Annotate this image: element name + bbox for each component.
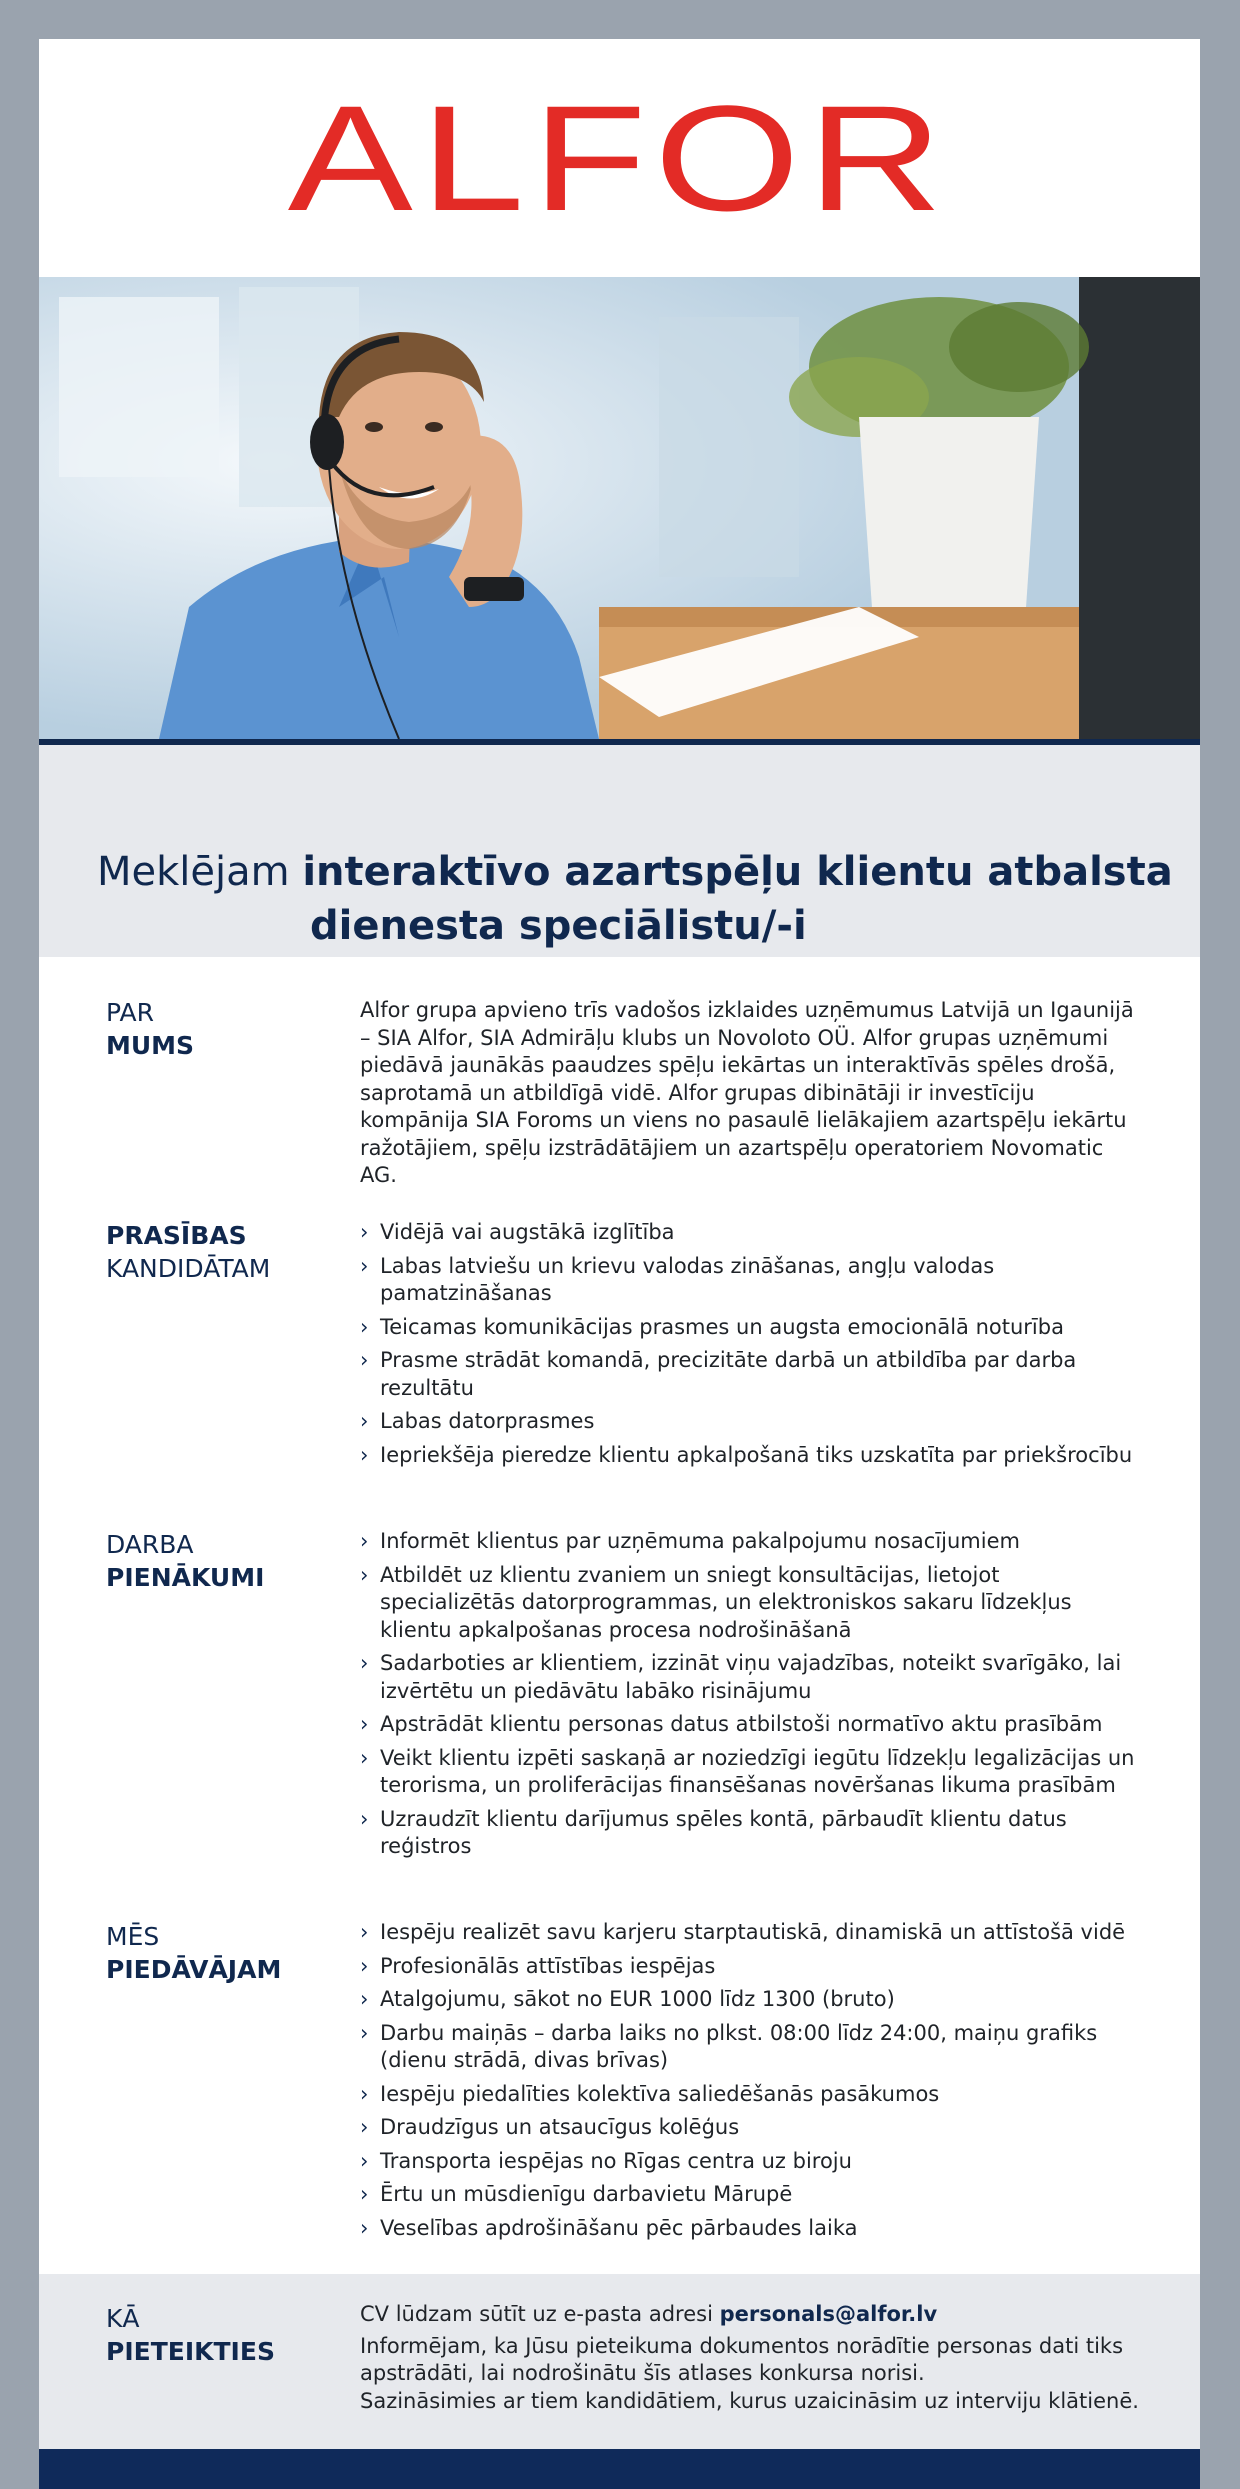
about-label-bottom: MUMS xyxy=(106,1031,195,1060)
chevron-right-icon: › xyxy=(360,2182,369,2206)
list-item: › Labas latviešu un krievu valodas zināšanas, angļu valodas pamatzināšanas xyxy=(360,1253,995,1305)
apply-text xyxy=(360,2301,1140,2415)
chevron-right-icon: › xyxy=(360,2215,369,2240)
requirements-label-top: PRASĪBAS xyxy=(106,1221,247,1250)
requirements-label-bottom: KANDIDĀTAM xyxy=(106,1254,271,1283)
about-label xyxy=(106,996,194,1062)
list-item: › Profesionālās attīstības iespējas xyxy=(360,1953,1140,1981)
list-item: › Transporta iespējas no Rīgas centra uz biroju xyxy=(360,2148,1140,2176)
about-text: Alfor grupa apvieno trīs vadošos izklaides uzņēmumus Latvijā un Igaunijā – SIA Alfor, SIA Admirāļu klubs un Novoloto OÜ. Alfor grupas uzņēmumi piedāvā jaunākās paaudzes spēļu iekārtas un interaktīvās spēles drošā, saprotamā un atbildīgā vidē. Alfor grupas dibinātāji ir investīciju kompānija SIA Foroms un viens no pasaulē lielākajiem azartspēļu iekārtu ražotājiem, spēļu izstrādātājiem un azartspēļu operatoriem Novomatic AG. xyxy=(360,998,1134,1187)
chevron-right-icon: › xyxy=(360,2115,369,2139)
list-item: › Prasme strādāt komandā, precizitāte darbā un atbildība par darba rezultātu xyxy=(360,1348,1077,1400)
list-item: › Labas datorprasmes xyxy=(360,1408,1140,1436)
apply-label-top: KĀ xyxy=(106,2304,140,2333)
requirements-list xyxy=(360,1219,1140,1475)
title-line2: dienesta speciālistu/-i xyxy=(310,903,807,949)
apply-label xyxy=(106,2302,275,2368)
list-item: › Vidējā vai augstākā izglītība xyxy=(360,1219,1140,1247)
list-item: › Teicamas komunikācijas prasmes un augsta emocionālā noturība xyxy=(360,1314,1140,1342)
bottom-bar xyxy=(39,2449,1200,2489)
hero-photo xyxy=(39,277,1200,739)
offer-label-top: MĒS xyxy=(106,1922,160,1951)
chevron-right-icon: › xyxy=(360,1314,369,1339)
offer-list xyxy=(360,1919,1140,2248)
chevron-right-icon: › xyxy=(360,1529,369,1553)
duties-label-bottom: PIENĀKUMI xyxy=(106,1563,265,1592)
list-item: › Atalgojumu, sākot no EUR 1000 līdz 1300 (bruto) xyxy=(360,1986,1140,2014)
chevron-right-icon: › xyxy=(360,1348,369,1372)
list-item: › Draudzīgus un atsaucīgus kolēģus xyxy=(360,2114,1140,2142)
list-item: › Veselības apdrošināšanu pēc pārbaudes laika xyxy=(360,2215,1140,2243)
job-ad-page xyxy=(39,39,1200,2489)
contact-note: Sazināsimies ar tiem kandidātiem, kurus uzaicināsim uz interviju klātienē. xyxy=(360,2388,1139,2413)
list-item: › Iespēju realizēt savu karjeru starptautiskā, dinamiskā un attīstošā vidē xyxy=(360,1919,1140,1947)
list-item: › Iespēju piedalīties kolektīva saliedēšanās pasākumos xyxy=(360,2081,1140,2109)
list-item: › Iepriekšēja pieredze klientu apkalpošanā tiks uzskatīta par priekšrocību xyxy=(360,1442,1140,1470)
offer-label-bottom: PIEDĀVĀJAM xyxy=(106,1955,282,1984)
chevron-right-icon: › xyxy=(360,1953,369,1978)
title-line1: interaktīvo azartspēļu klientu atbalsta xyxy=(302,849,1173,895)
chevron-right-icon: › xyxy=(360,1442,369,1467)
email-link[interactable]: personals@alfor.lv xyxy=(719,2302,938,2326)
duties-label-top: DARBA xyxy=(106,1530,194,1559)
chevron-right-icon: › xyxy=(360,1409,369,1433)
list-item: › Darbu maiņās – darba laiks no plkst. 08:00 līdz 24:00, maiņu grafiks (dienu strādā, divas brīvas) xyxy=(360,2020,1098,2072)
chevron-right-icon: › xyxy=(360,1987,369,2011)
duties-list xyxy=(360,1528,1140,1867)
cv-line xyxy=(360,2301,1140,2329)
title-prefix: Meklējam xyxy=(97,849,290,895)
privacy-note: Informējam, ka Jūsu pieteikuma dokumentos norādītie personas dati tiks apstrādāti, lai nodrošinātu šīs atlases konkursa norisi. xyxy=(360,2333,1124,2385)
about-label-top: PAR xyxy=(106,998,154,1027)
list-item: › Ērtu un mūsdienīgu darbavietu Mārupē xyxy=(360,2181,1140,2209)
list-item: › Informēt klientus par uzņēmuma pakalpojumu nosacījumiem xyxy=(360,1528,1140,1556)
list-item: › Uzraudzīt klientu darījumus spēles kontā, pārbaudīt klientu datus reģistros xyxy=(360,1806,1067,1858)
cv-text: CV lūdzam sūtīt uz e-pasta adresi xyxy=(360,2302,713,2326)
chevron-right-icon: › xyxy=(360,1806,369,1831)
chevron-right-icon: › xyxy=(360,1562,369,1587)
page-title xyxy=(97,845,1173,949)
requirements-label xyxy=(106,1219,270,1285)
chevron-right-icon: › xyxy=(360,2020,369,2045)
list-item: › Apstrādāt klientu personas datus atbilstoši normatīvo aktu prasībām xyxy=(360,1711,1140,1739)
chevron-right-icon: › xyxy=(360,1712,369,1736)
chevron-right-icon: › xyxy=(360,1253,369,1278)
duties-label xyxy=(106,1528,264,1594)
alfor-logo: ALFOR xyxy=(288,74,951,242)
offer-label xyxy=(106,1920,281,1986)
logo-area xyxy=(39,39,1200,277)
chevron-right-icon: › xyxy=(360,2148,369,2173)
list-item: › Atbildēt uz klientu zvaniem un sniegt konsultācijas, lietojot specializētās datorprogrammas, un elektroniskos sakaru līdzekļus klientu apkalpošanas procesa nodrošināšanā xyxy=(360,1562,1072,1642)
chevron-right-icon: › xyxy=(360,1920,369,1944)
list-item: › Veikt klientu izpēti saskaņā ar noziedzīgi iegūtu līdzekļu legalizācijas un terorisma, un proliferācijas finansēšanas novēršanas likuma prasībām xyxy=(360,1745,1135,1797)
call-center-agent-photo xyxy=(39,277,1200,739)
chevron-right-icon: › xyxy=(360,1745,369,1770)
list-item: › Sadarboties ar klientiem, izzināt viņu vajadzības, noteikt svarīgāko, lai izvērtētu un piedāvātu labāko risinājumu xyxy=(360,1651,1122,1703)
chevron-right-icon: › xyxy=(360,1651,369,1675)
chevron-right-icon: › xyxy=(360,1220,369,1244)
chevron-right-icon: › xyxy=(360,2081,369,2106)
apply-label-bottom: PIETEIKTIES xyxy=(106,2337,275,2366)
